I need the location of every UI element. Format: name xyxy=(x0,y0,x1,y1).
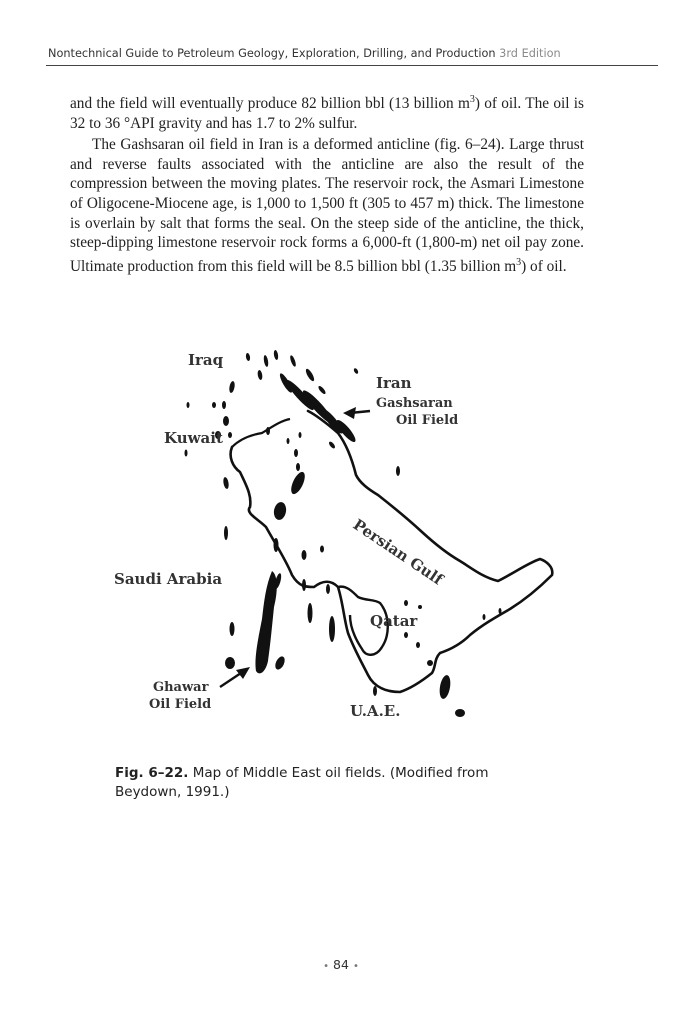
label-kuwait: Kuwait xyxy=(164,429,223,447)
ghawar-arrow-head xyxy=(236,667,250,679)
page-number: 84 xyxy=(333,957,349,972)
bullet-right: • xyxy=(352,961,359,972)
label-ghawar-2: Oil Field xyxy=(149,697,212,712)
gashsaran-arrow-head xyxy=(343,407,356,419)
figure-number: Fig. 6–22. xyxy=(115,765,189,781)
book-title: Nontechnical Guide to Petroleum Geology, Exploration, Drilling, and Production xyxy=(48,47,496,60)
label-iraq: Iraq xyxy=(188,351,224,369)
caption-text: Map of Middle East oil fields. (Modified from Beydown, 1991.) xyxy=(115,765,489,800)
paragraph-continued: and the field will eventually produce 82 billion bbl (13 billion $m^3$) of oil. The oil is 32 to 36 °API gravity and has 1.7 to 2% sulfur. xyxy=(70,94,584,132)
middle-east-oil-map xyxy=(100,335,570,735)
label-saudi-arabia: Saudi Arabia xyxy=(114,570,223,588)
label-ghawar-1: Ghawar xyxy=(153,680,209,695)
label-uae: U.A.E. xyxy=(350,702,401,720)
label-gashsaran-1: Gashsaran xyxy=(376,396,453,411)
paragraph-gashsaran: The Gashsaran oil field in Iran is a deformed anticline (fig. 6–24). Large thrust and reverse faults associated with the anticline are also the result of the compression between the moving plates. The reservoir rock, the Asmari Limestone of Oligocene-Miocene age, is 1,000 to 1,500 ft (305 to 457 m) thick. The limestone is overlain by salt that forms the seal. On the steep side of the anticline, the thick, steep-dipping limestone reservoir rock forms a 6,000-ft (1,800-m) net oil pay zone. Ultimate production from this field will be 8.5 billion bbl (1.35 billion $m^3$) of oil. xyxy=(70,136,584,275)
header-divider xyxy=(46,65,658,66)
label-gashsaran-2: Oil Field xyxy=(396,413,459,428)
iran-oil-fields xyxy=(245,350,400,476)
label-qatar: Qatar xyxy=(370,612,418,630)
edition-label: 3rd Edition xyxy=(499,47,561,60)
running-header xyxy=(48,47,656,60)
label-iran: Iran xyxy=(376,374,412,392)
body-text xyxy=(70,90,584,277)
label-persian-gulf: Persian Gulf xyxy=(349,515,447,589)
ghawar-field xyxy=(255,571,276,673)
bullet-left: • xyxy=(323,961,330,972)
page-footer xyxy=(0,957,682,972)
figure-caption xyxy=(115,764,555,802)
